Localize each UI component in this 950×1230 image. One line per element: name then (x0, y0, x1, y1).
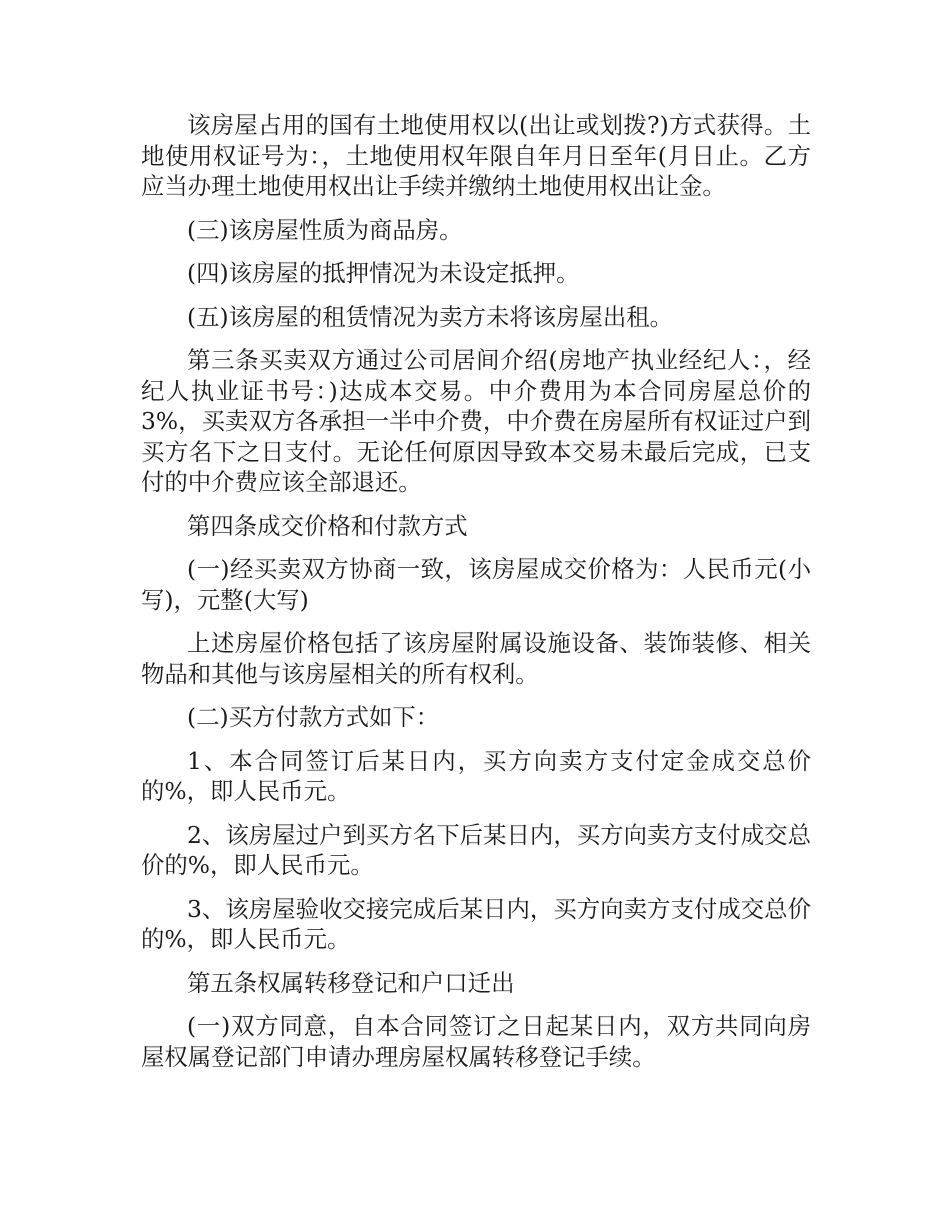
list-item-payment-3: 3、该房屋验收交接完成后某日内，买方向卖方支付成交总价的%，即人民币元。 (141, 894, 811, 953)
paragraph-transaction-price: (一)经买卖双方协商一致，该房屋成交价格为：人民币元(小写)，元整(大写) (141, 555, 811, 614)
paragraph-article-3-agency: 第三条买卖双方通过公司居间介绍(房地产执业经纪人：，经纪人执业证书号：)达成本交易。中介费用为本合同房屋总价的3%，买卖双方各承担一半中介费，中介费在房屋所有权证过户到买方名下之日支付。无论任何原因导致本交易未最后完成，已支付的中介费应该全部退还。 (141, 346, 811, 496)
heading-article-4-price-payment: 第四条成交价格和付款方式 (187, 511, 468, 540)
paragraph-land-use-rights: 该房屋占用的国有土地使用权以(出让或划拨?)方式获得。土地使用权证号为：，土地使用权年限自年月日至年(月日止。乙方应当办理土地使用权出让手续并缴纳土地使用权出让金。 (141, 111, 811, 200)
paragraph-transfer-registration: (一)双方同意，自本合同签订之日起某日内，双方共同向房屋权属登记部门申请办理房屋权属转移登记手续。 (141, 1012, 811, 1071)
paragraph-lease-status: (五)该房屋的租赁情况为卖方未将该房屋出租。 (187, 302, 674, 331)
list-item-payment-1: 1、本合同签订后某日内，买方向卖方支付定金成交总价的%，即人民币元。 (141, 746, 811, 805)
paragraph-payment-method: (二)买方付款方式如下： (187, 703, 440, 731)
list-item-payment-2: 2、该房屋过户到买方名下后某日内，买方向卖方支付成交总价的%，即人民币元。 (141, 820, 811, 879)
heading-article-5-transfer: 第五条权属转移登记和户口迁出 (187, 968, 515, 997)
paragraph-mortgage-status: (四)该房屋的抵押情况为未设定抵押。 (187, 259, 580, 287)
document-body (141, 110, 811, 1085)
paragraph-price-inclusions: 上述房屋价格包括了该房屋附属设施设备、装饰装修、相关物品和其他与该房屋相关的所有权利。 (141, 629, 811, 688)
paragraph-property-nature: (三)该房屋性质为商品房。 (187, 215, 463, 244)
